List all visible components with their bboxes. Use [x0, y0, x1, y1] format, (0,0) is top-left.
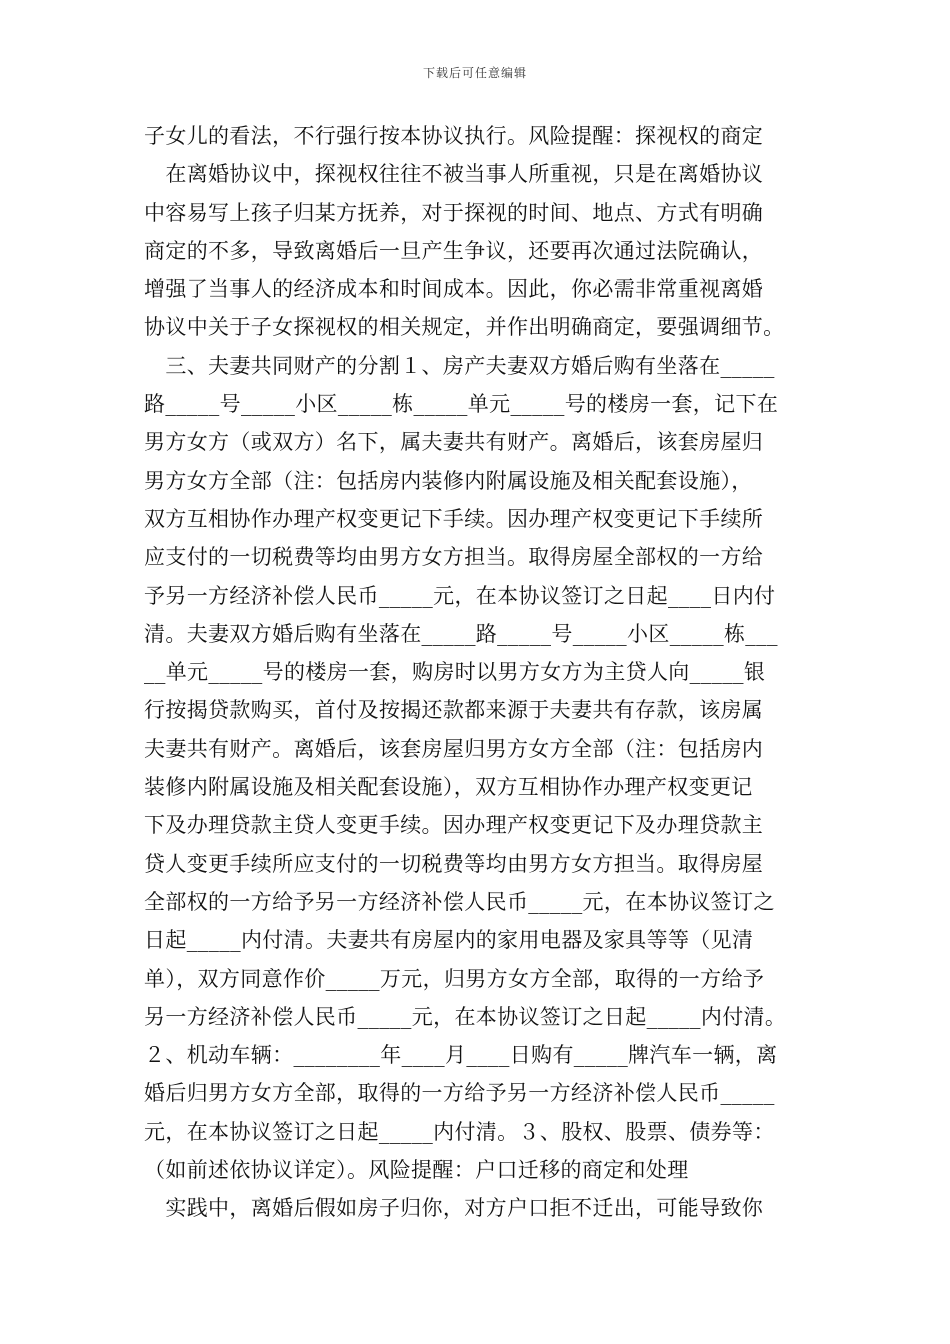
- text-line: ２、机动车辆：________年____月____日购有_____牌汽车一辆，离: [144, 1043, 778, 1068]
- text-line: 单），双方同意作价_____万元，归男方女方全部，取得的一方给予: [144, 966, 765, 991]
- text-line: 子女儿的看法，不行强行按本协议执行。风险提醒：探视权的商定: [144, 124, 764, 148]
- text-line: 装修内附属设施及相关配套设施），双方互相协作办理产权变更记: [144, 775, 753, 800]
- text-line: 实践中，离婚后假如房子归你，对方户口拒不迁出，可能导致你: [144, 1196, 764, 1221]
- text-line: 增强了当事人的经济成本和时间成本。因此，你必需非常重视离婚: [144, 277, 764, 302]
- text-line: 夫妻共有财产。离婚后，该套房屋归男方女方全部（注：包括房内: [144, 736, 764, 761]
- text-line: 应支付的一切税费等均由男方女方担当。取得房屋全部权的一方给: [144, 545, 764, 570]
- text-line: 双方互相协作办理产权变更记下手续。因办理产权变更记下手续所: [144, 506, 764, 531]
- text-line: 中容易写上孩子归某方抚养，对于探视的时间、地点、方式有明确: [144, 200, 764, 225]
- text-line: 协议中关于子女探视权的相关规定，并作出明确商定，要强调细节。: [144, 315, 785, 340]
- text-line: 日起_____内付清。夫妻共有房屋内的家用电器及家具等等（见清: [144, 928, 754, 953]
- document-body: [144, 117, 824, 1228]
- text-line: 商定的不多，导致离婚后一旦产生争议，还要再次通过法院确认，: [144, 238, 764, 263]
- text-line: 在离婚协议中，探视权往往不被当事人所重视，只是在离婚协议: [144, 162, 764, 187]
- text-line: 婚后归男方女方全部，取得的一方给予另一方经济补偿人民币_____: [144, 1081, 775, 1106]
- text-line: （如前述依协议详定）。风险提醒：户口迁移的商定和处理: [144, 1158, 689, 1183]
- text-line: 路_____号_____小区_____栋_____单元_____号的楼房一套，记下在: [144, 392, 779, 417]
- text-line: 男方女方全部（注：包括房内装修内附属设施及相关配套设施），: [144, 468, 753, 493]
- text-line: 男方女方（或双方）名下，属夫妻共有财产。离婚后，该套房屋归: [144, 430, 764, 455]
- page-header: 下载后可任意编辑: [422, 66, 527, 80]
- text-line: __单元_____号的楼房一套，购房时以男方女方为主贷人向_____银: [144, 660, 766, 685]
- text-line: 行按揭贷款购买，首付及按揭还款都来源于夫妻共有存款，该房属: [144, 698, 764, 723]
- text-line: 另一方经济补偿人民币_____元，在本协议签订之日起_____内付清。: [144, 1004, 787, 1029]
- text-line: 清。夫妻双方婚后购有坐落在_____路_____号_____小区_____栋___: [144, 621, 778, 646]
- text-line: 下及办理贷款主贷人变更手续。因办理产权变更记下及办理贷款主: [144, 813, 764, 838]
- text-line: 贷人变更手续所应支付的一切税费等均由男方女方担当。取得房屋: [144, 851, 764, 876]
- text-line: 全部权的一方给予另一方经济补偿人民币_____元，在本协议签订之: [144, 889, 775, 914]
- text-line: 元，在本协议签订之日起_____内付清。３、股权、股票、债券等：: [144, 1119, 775, 1144]
- text-line: 予另一方经济补偿人民币_____元，在本协议签订之日起____日内付: [144, 583, 776, 608]
- text-line: 三、夫妻共同财产的分割１、房产夫妻双方婚后购有坐落在_____: [144, 353, 775, 378]
